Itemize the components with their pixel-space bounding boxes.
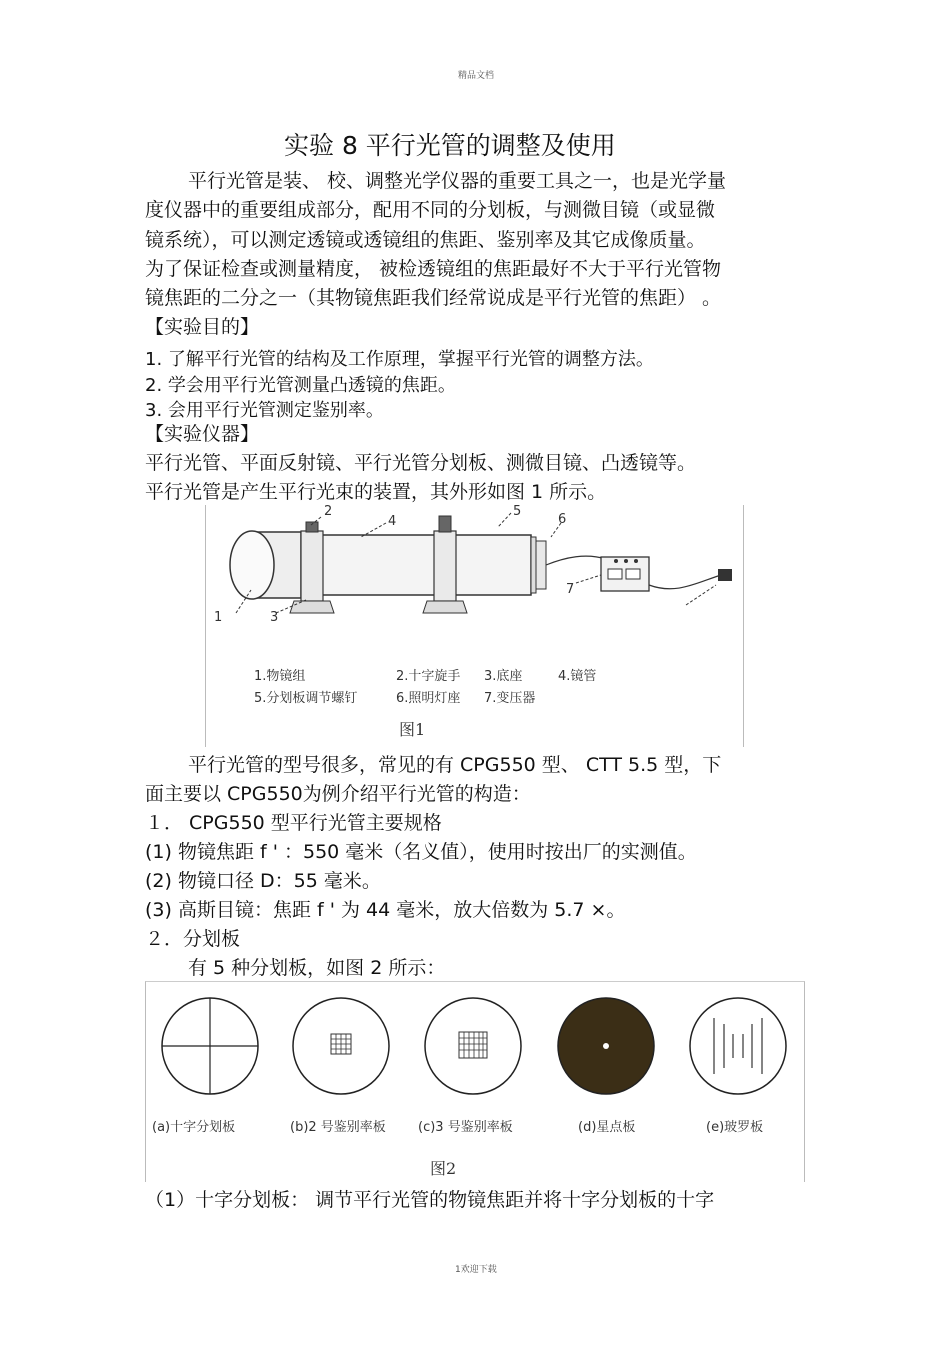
page-title: 实验 8 平行光管的调整及使用 [284, 131, 616, 160]
label-reticle-c: (c)3 号鉴别率板 [418, 1120, 513, 1135]
label-reticle-e: (e)玻罗板 [706, 1120, 764, 1135]
intro-line-4: 为了保证检查或测量精度， 被检透镜组的焦距最好不大于平行光管物 [145, 258, 722, 280]
purpose-item-1: 1. 了解平行光管的结构及工作原理，掌握平行光管的调整方法。 [145, 349, 654, 370]
body2-line-4: (1) 物镜焦距 f ' ：550 毫米（名义值），使用时按出厂的实测值。 [145, 841, 697, 863]
purpose-item-2: 2. 学会用平行光管测量凸透镜的焦距。 [145, 375, 456, 396]
page-number: 1 [455, 1265, 461, 1275]
body2-line-5: (2) 物镜口径 D：55 毫米。 [145, 870, 381, 892]
callout-2: 2 [324, 505, 333, 519]
body2-line-8: 有 5 种分划板，如图 2 所示： [188, 957, 446, 979]
legend-6: 6.照明灯座 [396, 691, 461, 706]
intro-line-5: 镜焦距的二分之一（其物镜焦距我们经常说成是平行光管的焦距） 。 [145, 287, 722, 309]
intro-line-2: 度仪器中的重要组成部分，配用不同的分划板，与测微目镜（或显微 [145, 199, 716, 221]
body2-line-1: 平行光管的型号很多，常见的有 CPG550 型、 CTT 5.5 型，下 [188, 754, 722, 776]
legend-2: 2.十字旋手 [396, 669, 461, 684]
callout-5: 5 [513, 505, 522, 519]
shape-text: 平行光管是产生平行光束的装置，其外形如图 1 所示。 [145, 481, 607, 503]
reticle-star [558, 998, 654, 1094]
label-reticle-a: (a)十字分划板 [152, 1120, 236, 1135]
legend-4: 4.镜管 [558, 669, 597, 684]
instruments-heading: 【实验仪器】 [145, 423, 260, 445]
intro-line-1: 平行光管是装、 校、调整光学仪器的重要工具之一，也是光学量 [188, 170, 727, 192]
header-note: 精品文档 [458, 71, 495, 81]
figure-2-caption: 图2 [430, 1159, 457, 1178]
label-reticle-d: (d)星点板 [578, 1120, 636, 1135]
callout-6: 6 [558, 512, 567, 527]
collimator-illustration [206, 505, 743, 747]
body2-line-3: １． CPG550 型平行光管主要规格 [145, 812, 442, 834]
legend-1: 1.物镜组 [254, 669, 306, 684]
legend-5: 5.分划板调节螺钉 [254, 691, 358, 706]
body2-line-2: 面主要以 CPG550为例介绍平行光管的构造： [145, 783, 531, 805]
reticle-resolution-2 [293, 998, 389, 1094]
legend-3: 3.底座 [484, 669, 523, 684]
instruments-text: 平行光管、平面反射镜、平行光管分划板、测微目镜、凸透镜等。 [145, 452, 697, 474]
figure-1-caption: 图1 [399, 720, 426, 739]
purpose-item-3: 3. 会用平行光管测定鉴别率。 [145, 400, 384, 421]
intro-line-3: 镜系统），可以测定透镜或透镜组的焦距、鉴别率及其它成像质量。 [145, 229, 706, 251]
body2-line-7: ２．分划板 [145, 928, 241, 950]
label-reticle-b: (b)2 号鉴别率板 [290, 1120, 386, 1135]
footer-note: 欢迎下载 [460, 1265, 497, 1275]
figure-1 [205, 505, 744, 747]
legend-7: 7.变压器 [484, 691, 536, 706]
callout-7: 7 [566, 582, 575, 597]
footer [455, 1262, 497, 1275]
reticle-porro [690, 998, 786, 1094]
callout-3: 3 [270, 610, 279, 625]
callout-1: 1 [214, 610, 223, 625]
callout-4: 4 [388, 514, 397, 529]
reticle-illustrations [146, 982, 804, 1182]
reticle-cross [162, 998, 258, 1094]
purpose-heading: 【实验目的】 [145, 316, 260, 338]
reticle-resolution-3 [425, 998, 521, 1094]
body2-line-6: (3) 高斯目镜：焦距 f ' 为 44 毫米，放大倍数为 5.7 ×。 [145, 899, 626, 921]
last-line: （1）十字分划板： 调节平行光管的物镜焦距并将十字分划板的十字 [145, 1189, 715, 1211]
figure-2 [145, 981, 805, 1182]
